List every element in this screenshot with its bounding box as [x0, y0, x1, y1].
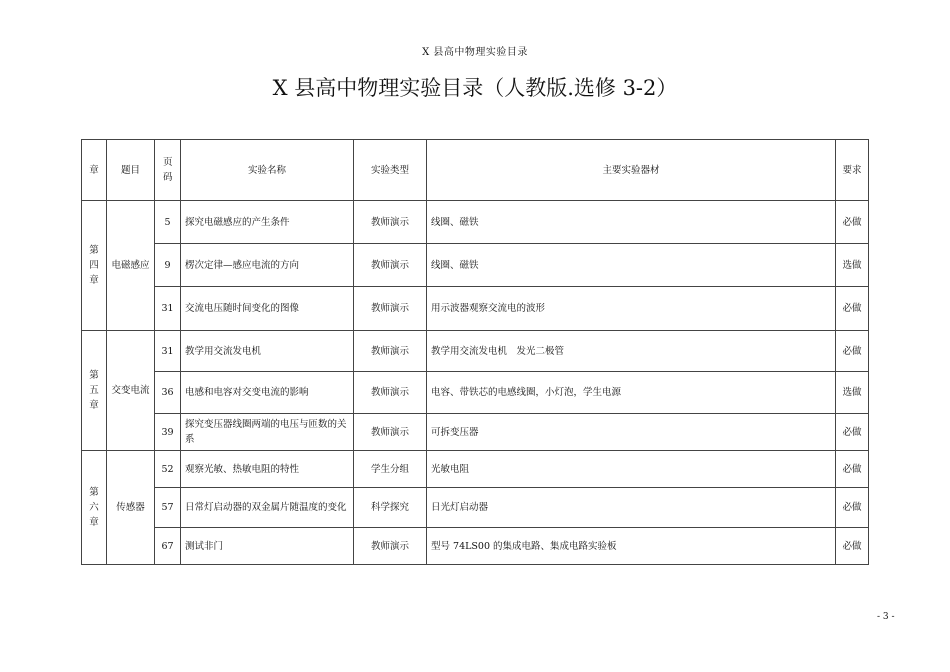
page-cell: 31 — [155, 331, 181, 372]
experiment-type-cell: 教师演示 — [354, 244, 427, 287]
running-header: X 县高中物理实验目录 — [422, 47, 528, 58]
table-row — [82, 372, 869, 414]
page-title: X 县高中物理实验目录（人教版.选修 3-2） — [272, 76, 678, 100]
experiment-name-cell: 教学用交流发电机 — [181, 331, 354, 372]
experiment-name-cell: 观察光敏、热敏电阻的特性 — [181, 451, 354, 488]
page-cell: 52 — [155, 451, 181, 488]
experiment-type-cell: 教师演示 — [354, 201, 427, 244]
header-experiment-name: 实验名称 — [181, 140, 354, 201]
experiment-table — [81, 139, 869, 565]
page-cell: 5 — [155, 201, 181, 244]
experiment-type-cell: 科学探究 — [354, 488, 427, 528]
table-row — [82, 287, 869, 331]
table-row — [82, 488, 869, 528]
topic-cell: 传感器 — [107, 451, 155, 565]
table-row — [82, 451, 869, 488]
header-page: 页码 — [155, 140, 181, 201]
experiment-name-cell: 日常灯启动器的双金属片随温度的变化 — [181, 488, 354, 528]
table-row — [82, 331, 869, 372]
experiment-type-cell: 教师演示 — [354, 331, 427, 372]
header-topic: 题目 — [107, 140, 155, 201]
equipment-cell: 用示波器观察交流电的波形 — [427, 287, 836, 331]
equipment-cell: 教学用交流发电机 发光二极管 — [427, 331, 836, 372]
requirement-cell: 必做 — [836, 528, 869, 565]
experiment-type-cell: 学生分组 — [354, 451, 427, 488]
requirement-cell: 必做 — [836, 331, 869, 372]
equipment-cell: 型号 74LS00 的集成电路、集成电路实验板 — [427, 528, 836, 565]
topic-cell: 电磁感应 — [107, 201, 155, 331]
equipment-cell: 可拆变压器 — [427, 414, 836, 451]
experiment-type-cell: 教师演示 — [354, 414, 427, 451]
table-row — [82, 414, 869, 451]
experiment-name-cell: 测试非门 — [181, 528, 354, 565]
chapter-cell: 第六章 — [82, 451, 107, 565]
table-row — [82, 528, 869, 565]
requirement-cell: 必做 — [836, 287, 869, 331]
experiment-type-cell: 教师演示 — [354, 287, 427, 331]
page-cell: 57 — [155, 488, 181, 528]
page-number: - 3 - — [877, 612, 895, 622]
topic-cell: 交变电流 — [107, 331, 155, 451]
header-requirement: 要求 — [836, 140, 869, 201]
equipment-cell: 电容、带铁芯的电感线圈，小灯泡，学生电源 — [427, 372, 836, 414]
experiment-name-cell: 楞次定律—感应电流的方向 — [181, 244, 354, 287]
page-cell: 39 — [155, 414, 181, 451]
requirement-cell: 必做 — [836, 488, 869, 528]
page-cell: 67 — [155, 528, 181, 565]
experiment-name-cell: 探究变压器线圈两端的电压与匝数的关系 — [181, 414, 354, 451]
experiment-name-cell: 探究电磁感应的产生条件 — [181, 201, 354, 244]
header-chapter: 章 — [82, 140, 107, 201]
table-row — [82, 201, 869, 244]
experiment-type-cell: 教师演示 — [354, 528, 427, 565]
experiment-name-cell: 电感和电容对交变电流的影响 — [181, 372, 354, 414]
requirement-cell: 选做 — [836, 372, 869, 414]
page-cell: 36 — [155, 372, 181, 414]
page-cell: 31 — [155, 287, 181, 331]
table-header-row — [82, 140, 869, 201]
requirement-cell: 必做 — [836, 201, 869, 244]
equipment-cell: 线圈、磁铁 — [427, 201, 836, 244]
equipment-cell: 线圈、磁铁 — [427, 244, 836, 287]
experiment-type-cell: 教师演示 — [354, 372, 427, 414]
chapter-cell: 第五章 — [82, 331, 107, 451]
header-experiment-type: 实验类型 — [354, 140, 427, 201]
requirement-cell: 必做 — [836, 451, 869, 488]
requirement-cell: 选做 — [836, 244, 869, 287]
page-cell: 9 — [155, 244, 181, 287]
table-row — [82, 244, 869, 287]
header-equipment: 主要实验器材 — [427, 140, 836, 201]
equipment-cell: 光敏电阻 — [427, 451, 836, 488]
experiment-name-cell: 交流电压随时间变化的图像 — [181, 287, 354, 331]
requirement-cell: 必做 — [836, 414, 869, 451]
chapter-cell: 第四章 — [82, 201, 107, 331]
equipment-cell: 日光灯启动器 — [427, 488, 836, 528]
